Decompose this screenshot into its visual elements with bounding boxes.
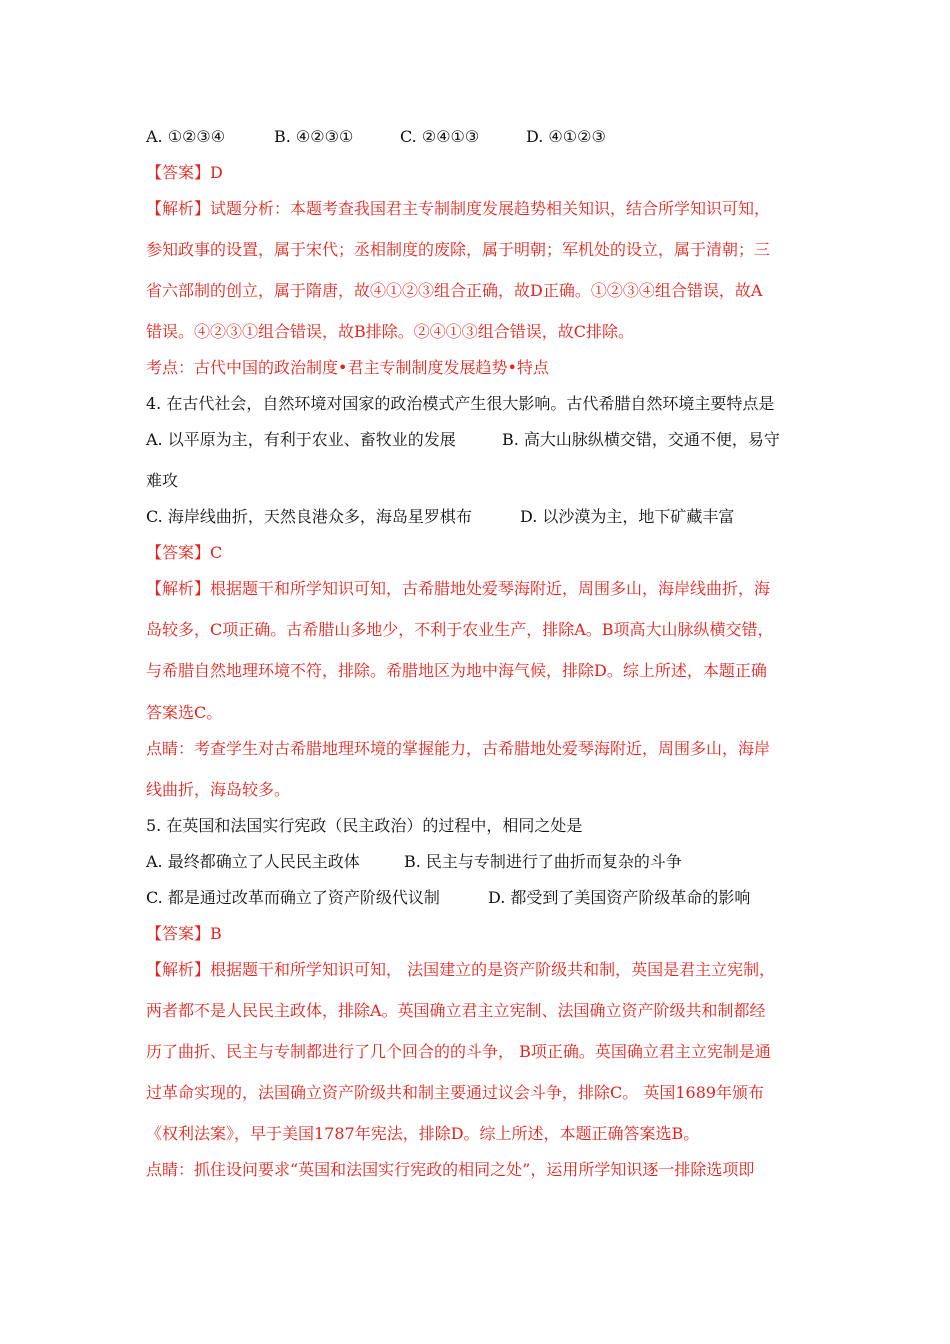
q5-analysis-line-5: 《权利法案》，早于美国1787年宪法，排除D。综上所述，本题正确答案选B。: [146, 1124, 700, 1143]
q3-option-c: C. ②④①③: [400, 127, 480, 146]
q5-option-d: D. 都受到了美国资产阶级革命的影响: [488, 888, 751, 907]
q3-option-b: B. ④②③①: [274, 127, 354, 146]
q5-analysis-line-1: 【解析】根据题干和所学知识可知， 法国建立的是资产阶级共和制，英国是君主立宪制，: [146, 960, 776, 979]
q4-option-a: A. 以平原为主，有利于农业、畜牧业的发展: [146, 430, 456, 449]
q4-analysis-line-4: 答案选C。: [146, 703, 223, 722]
q5-analysis-line-2: 两者都不是人民民主政体，排除A。英国确立君主立宪制、法国确立资产阶级共和制都经: [146, 1001, 766, 1020]
q5-analysis-line-3: 历了曲折、民主与专制都进行了几个回合的的斗争， B项正确。英国确立君主立宪制是通: [146, 1042, 771, 1061]
q4-analysis-line-3: 与希腊自然地理环境不符，排除。希腊地区为地中海气候，排除D。综上所述，本题正确: [146, 661, 767, 680]
q3-option-d: D. ④①②③: [526, 127, 606, 146]
q4-dianjing-line-1: 点睛：考查学生对古希腊地理环境的掌握能力，古希腊地处爱琴海附近，周围多山，海岸: [146, 739, 771, 758]
q3-kaodian: 考点：古代中国的政治制度•君主专制制度发展趋势•特点: [146, 358, 549, 377]
q5-stem: 5. 在英国和法国实行宪政（民主政治）的过程中，相同之处是: [146, 816, 583, 835]
q4-options-row-2: [146, 507, 734, 529]
q4-option-d: D. 以沙漠为主，地下矿藏丰富: [520, 507, 735, 526]
q5-option-c: C. 都是通过改革而确立了资产阶级代议制: [146, 888, 440, 907]
q4-option-c: C. 海岸线曲折，天然良港众多，海岛星罗棋布: [146, 507, 472, 526]
q5-option-a: A. 最终都确立了人民民主政体: [146, 852, 360, 871]
q4-analysis-line-2: 岛较多，C项正确。古希腊山多地少，不利于农业生产，排除A。B项高大山脉纵横交错，: [146, 620, 774, 639]
q4-answer: 【答案】C: [146, 543, 223, 562]
q5-dianjing: 点睛：抓住设问要求“英国和法国实行宪政的相同之处”，运用所学知识逐一排除选项即: [146, 1160, 755, 1179]
q4-option-b-continued: 难攻: [146, 471, 179, 490]
q3-answer: 【答案】D: [146, 163, 223, 182]
q5-analysis-line-4: 过革命实现的，法国确立资产阶级共和制主要通过议会斗争，排除C。 英国1689年颁布: [146, 1083, 765, 1102]
q4-analysis-line-1: 【解析】根据题干和所学知识可知，古希腊地处爱琴海附近，周围多山，海岸线曲折，海: [146, 579, 771, 598]
q3-analysis-line-4: 错误。④②③①组合错误，故B排除。②④①③组合错误，故C排除。: [146, 322, 635, 341]
q4-stem: 4. 在古代社会，自然环境对国家的政治模式产生很大影响。古代希腊自然环境主要特点是: [146, 394, 775, 413]
q5-option-b: B. 民主与专制进行了曲折而复杂的斗争: [404, 852, 682, 871]
q3-analysis-line-1: 【解析】试题分析：本题考查我国君主专制制度发展趋势相关知识，结合所学知识可知，: [146, 199, 771, 218]
q5-options-row-2: [146, 888, 750, 910]
q3-analysis-line-2: 参知政事的设置，属于宋代；丞相制度的废除，属于明朝；军机处的设立，属于清朝；三: [146, 240, 771, 259]
q4-option-b: B. 高大山脉纵横交错，交通不便，易守: [502, 430, 780, 449]
q3-option-a: A. ①②③④: [146, 127, 226, 146]
q3-analysis-line-3: 省六部制的创立，属于隋唐，故④①②③组合正确，故D正确。①②③④组合错误，故A: [146, 281, 763, 300]
q4-dianjing-line-2: 线曲折，海岛较多。: [146, 780, 291, 799]
q5-options-row-1: [146, 852, 682, 874]
q4-options-row-1: [146, 430, 780, 452]
q5-answer: 【答案】B: [146, 924, 222, 943]
q3-options-row: [146, 127, 606, 149]
